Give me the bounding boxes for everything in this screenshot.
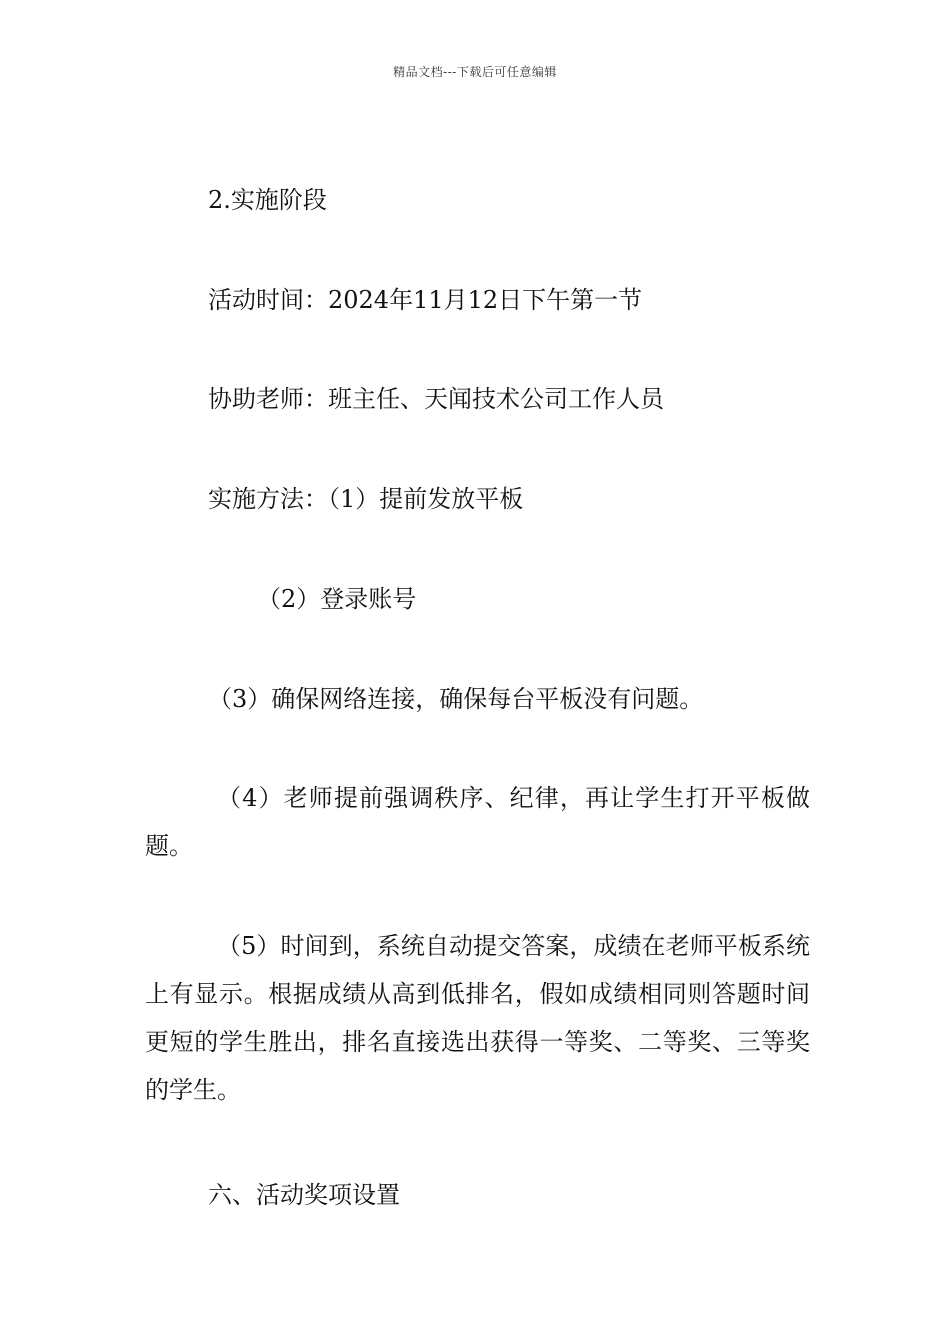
page-header: 精品文档---下载后可任意编辑 — [393, 65, 557, 79]
method-step-1: 实施方法：（1）提前发放平板 — [208, 485, 524, 513]
method-step-2: （2）登录账号 — [257, 585, 417, 613]
method-step-5: （5）时间到，系统自动提交答案，成绩在老师平板系统上有显示。根据成绩从高到低排名，假如成绩相同则答题时间更短的学生胜出，排名直接选出获得一等奖、二等奖、三等奖的学生。 — [145, 932, 810, 1104]
assist-teacher: 协助老师：班主任、天闻技术公司工作人员 — [208, 385, 664, 413]
method-step-4: （4）老师提前强调秩序、纪律，再让学生打开平板做题。 — [145, 784, 810, 860]
method-step-3: （3）确保网络连接，确保每台平板没有问题。 — [208, 685, 704, 713]
activity-time: 活动时间：2024年11月12日下午第一节 — [208, 286, 643, 314]
section-six-title: 六、活动奖项设置 — [208, 1181, 400, 1209]
stage-title: 2.实施阶段 — [208, 186, 327, 214]
